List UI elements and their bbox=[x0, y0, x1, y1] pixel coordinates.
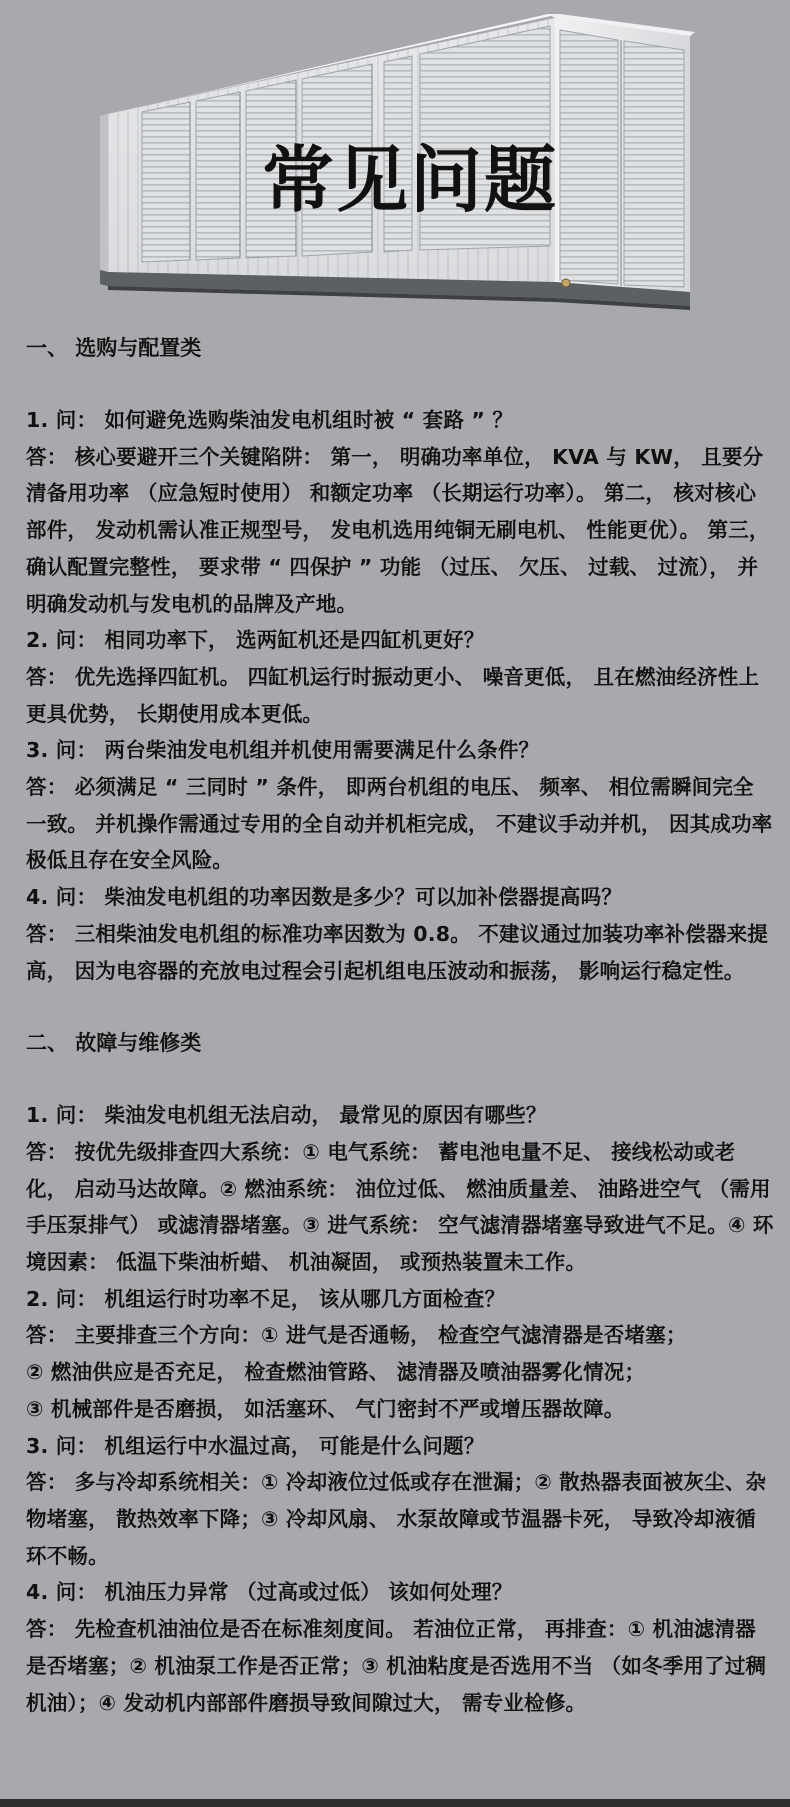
section-title-troubleshooting: 二、 故障与维修类 bbox=[26, 1031, 202, 1056]
faq-list-purchase bbox=[26, 402, 774, 989]
hero-banner bbox=[0, 0, 790, 320]
faq-answer: 答： 先检查机油油位是否在标准刻度间。 若油位正常， 再排查：① 机油滤清器是否堵塞；② 机油泵工作是否正常；③ 机油粘度是否选用不当 （如冬季用了过稠机油）；④ 发动机内部部件磨损导致间隙过大， 需专业检修。 bbox=[26, 1617, 767, 1715]
faq-answer: 答： 优先选择四缸机。 四缸机运行时振动更小、 噪音更低， 且在燃油经济性上更具优势， 长期使用成本更低。 bbox=[26, 664, 760, 726]
faq-question: 2. 问： 机组运行时功率不足， 该从哪几方面检查？ bbox=[26, 1286, 506, 1311]
faq-answer-line: ② 燃油供应是否充足， 检查燃油管路、 滤清器及喷油器雾化情况； bbox=[26, 1360, 646, 1385]
faq-content bbox=[26, 330, 774, 1721]
faq-answer: 答： 三相柴油发电机组的标准功率因数为 0.8。 不建议通过加装功率补偿器来提高， 因为电容器的充放电过程会引起机组电压波动和振荡， 影响运行稳定性。 bbox=[26, 921, 769, 983]
faq-question: 1. 问： 如何避免选购柴油发电机组时被 “ 套路 ” ？ bbox=[26, 408, 514, 432]
faq-question: 4. 问： 机油压力异常 （过高或过低） 该如何处理？ bbox=[26, 1580, 513, 1605]
page-title: 常见问题 bbox=[261, 138, 558, 222]
faq-answer: 答： 核心要避开三个关键陷阱： 第一， 明确功率单位， KVA 与 KW， 且要分清备用功率 （应急短时使用） 和额定功率 （长期运行功率）。 第二， 核对核心部件， 发动机需认准正规型号， 发电机选用纯铜无刷电机、 性能更优）。 第三， 确认配置完整性， 要求带 “ 四保护 ” 功能 （过压、 欠压、 过载、 过流）， 并明确发动机与发电机的品牌及产地。 bbox=[26, 444, 770, 616]
faq-question: 3. 问： 机组运行中水温过高， 可能是什么问题？ bbox=[26, 1433, 485, 1458]
faq-question: 1. 问： 柴油发电机组无法启动， 最常见的原因有哪些？ bbox=[26, 1103, 547, 1128]
faq-question: 3. 问： 两台柴油发电机组并机使用需要满足什么条件？ bbox=[26, 738, 540, 763]
faq-question: 4. 问： 柴油发电机组的功率因数是多少？可以加补偿器提高吗？ bbox=[26, 885, 623, 910]
bottom-divider bbox=[0, 1799, 790, 1807]
faq-answer: 答： 多与冷却系统相关：① 冷却液位过低或存在泄漏；② 散热器表面被灰尘、杂物堵塞， 散热效率下降；③ 冷却风扇、 水泵故障或节温器卡死， 导致冷却液循环不畅。 bbox=[26, 1470, 767, 1568]
faq-answer: 答： 按优先级排查四大系统：① 电气系统： 蓄电池电量不足、 接线松动或老化， 启动马达故障。② 燃油系统： 油位过低、 燃油质量差、 油路进空气 （需用手压泵排气） 或滤清器堵塞。③ 进气系统： 空气滤清器堵塞导致进气不足。④ 环境因素： 低温下柴油析蜡、 机油凝固， 或预热装置未工作。 bbox=[26, 1139, 774, 1275]
faq-list-troubleshooting bbox=[26, 1097, 774, 1721]
faq-answer: 答： 主要排查三个方向：① 进气是否通畅， 检查空气滤清器是否堵塞； bbox=[26, 1323, 687, 1348]
faq-question: 2. 问： 相同功率下， 选两缸机还是四缸机更好？ bbox=[26, 628, 485, 653]
section-title-purchase: 一、 选购与配置类 bbox=[26, 336, 202, 360]
faq-answer-line: ③ 机械部件是否磨损， 如活塞环、 气门密封不严或增压器故障。 bbox=[26, 1396, 625, 1421]
faq-answer: 答： 必须满足 “ 三同时 ” 条件， 即两台机组的电压、 频率、 相位需瞬间完全一致。 并机操作需通过专用的全自动并机柜完成， 不建议手动并机， 因其成功率极低且存在安全风险。 bbox=[26, 775, 773, 873]
